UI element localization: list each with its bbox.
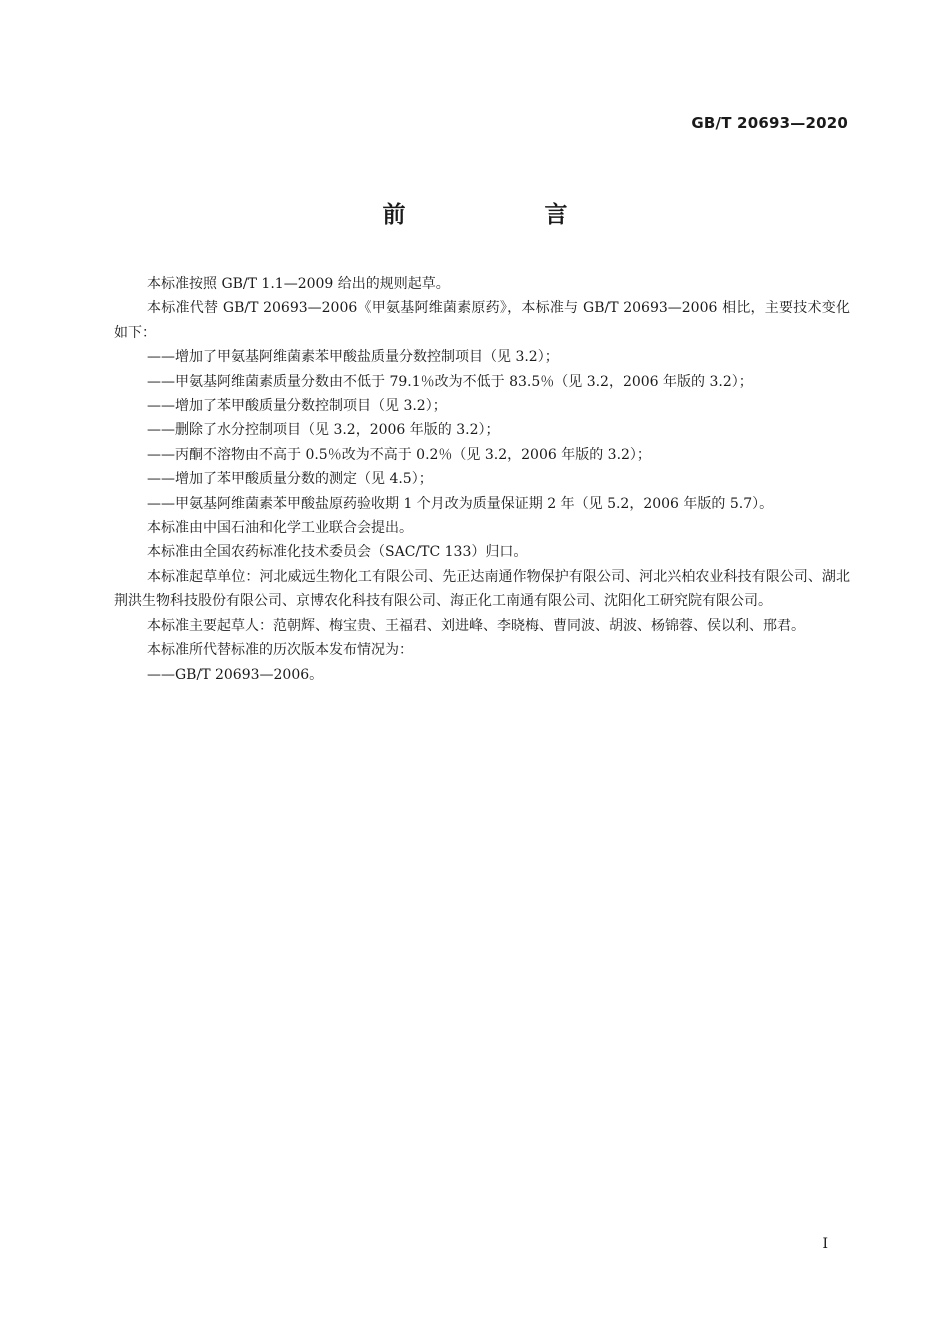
paragraph-drafting-units: 本标准起草单位：河北威远生物化工有限公司、先正达南通作物保护有限公司、河北兴柏农业科技有限公司、湖北荆洪生物科技股份有限公司、京博农化科技有限公司、海正化工南通有限公司、沈阳化工研究院有限公司。	[114, 568, 850, 610]
list-item: ——丙酮不溶物由不高于 0.5％改为不高于 0.2％（见 3.2，2006 年版的 3.2）；	[147, 446, 651, 463]
list-item: ——删除了水分控制项目（见 3.2，2006 年版的 3.2）；	[147, 422, 500, 439]
page-number: I	[822, 1236, 828, 1252]
paragraph-proposer: 本标准由中国石油和化学工业联合会提出。	[147, 520, 413, 537]
list-item: ——甲氨基阿维菌素苯甲酸盐原药验收期 1 个月改为质量保证期 2 年（见 5.2，2006 年版的 5.7）。	[147, 495, 774, 512]
paragraph-drafting-rules: 本标准按照 GB/T 1.1—2009 给出的规则起草。	[147, 276, 450, 292]
paragraph-replacement: 本标准代替 GB/T 20693—2006《甲氨基阿维菌素原药》，本标准与 GB/T 20693—2006 相比，主要技术变化如下：	[114, 300, 850, 341]
document-body	[114, 272, 850, 687]
list-item: ——GB/T 20693—2006。	[147, 666, 324, 683]
list-item: ——甲氨基阿维菌素质量分数由不低于 79.1％改为不低于 83.5％（见 3.2，2006 年版的 3.2）；	[147, 373, 753, 390]
paragraph-history: 本标准所代替标准的历次版本发布情况为：	[147, 642, 413, 659]
list-item: ——增加了苯甲酸质量分数控制项目（见 3.2）；	[147, 398, 447, 415]
list-item: ——增加了苯甲酸质量分数的测定（见 4.5）；	[147, 471, 433, 488]
paragraph-drafters: 本标准主要起草人：范朝辉、梅宝贵、王福君、刘进峰、李晓梅、曹同波、胡波、杨锦蓉、侯以利、邢君。	[147, 617, 805, 634]
page-title: 前 言	[382, 202, 626, 228]
standard-code: GB/T 20693—2020	[691, 114, 848, 132]
paragraph-committee: 本标准由全国农药标准化技术委员会（SAC/TC 133）归口。	[147, 544, 528, 561]
list-item: ——增加了甲氨基阿维菌素苯甲酸盐质量分数控制项目（见 3.2）；	[147, 349, 559, 366]
